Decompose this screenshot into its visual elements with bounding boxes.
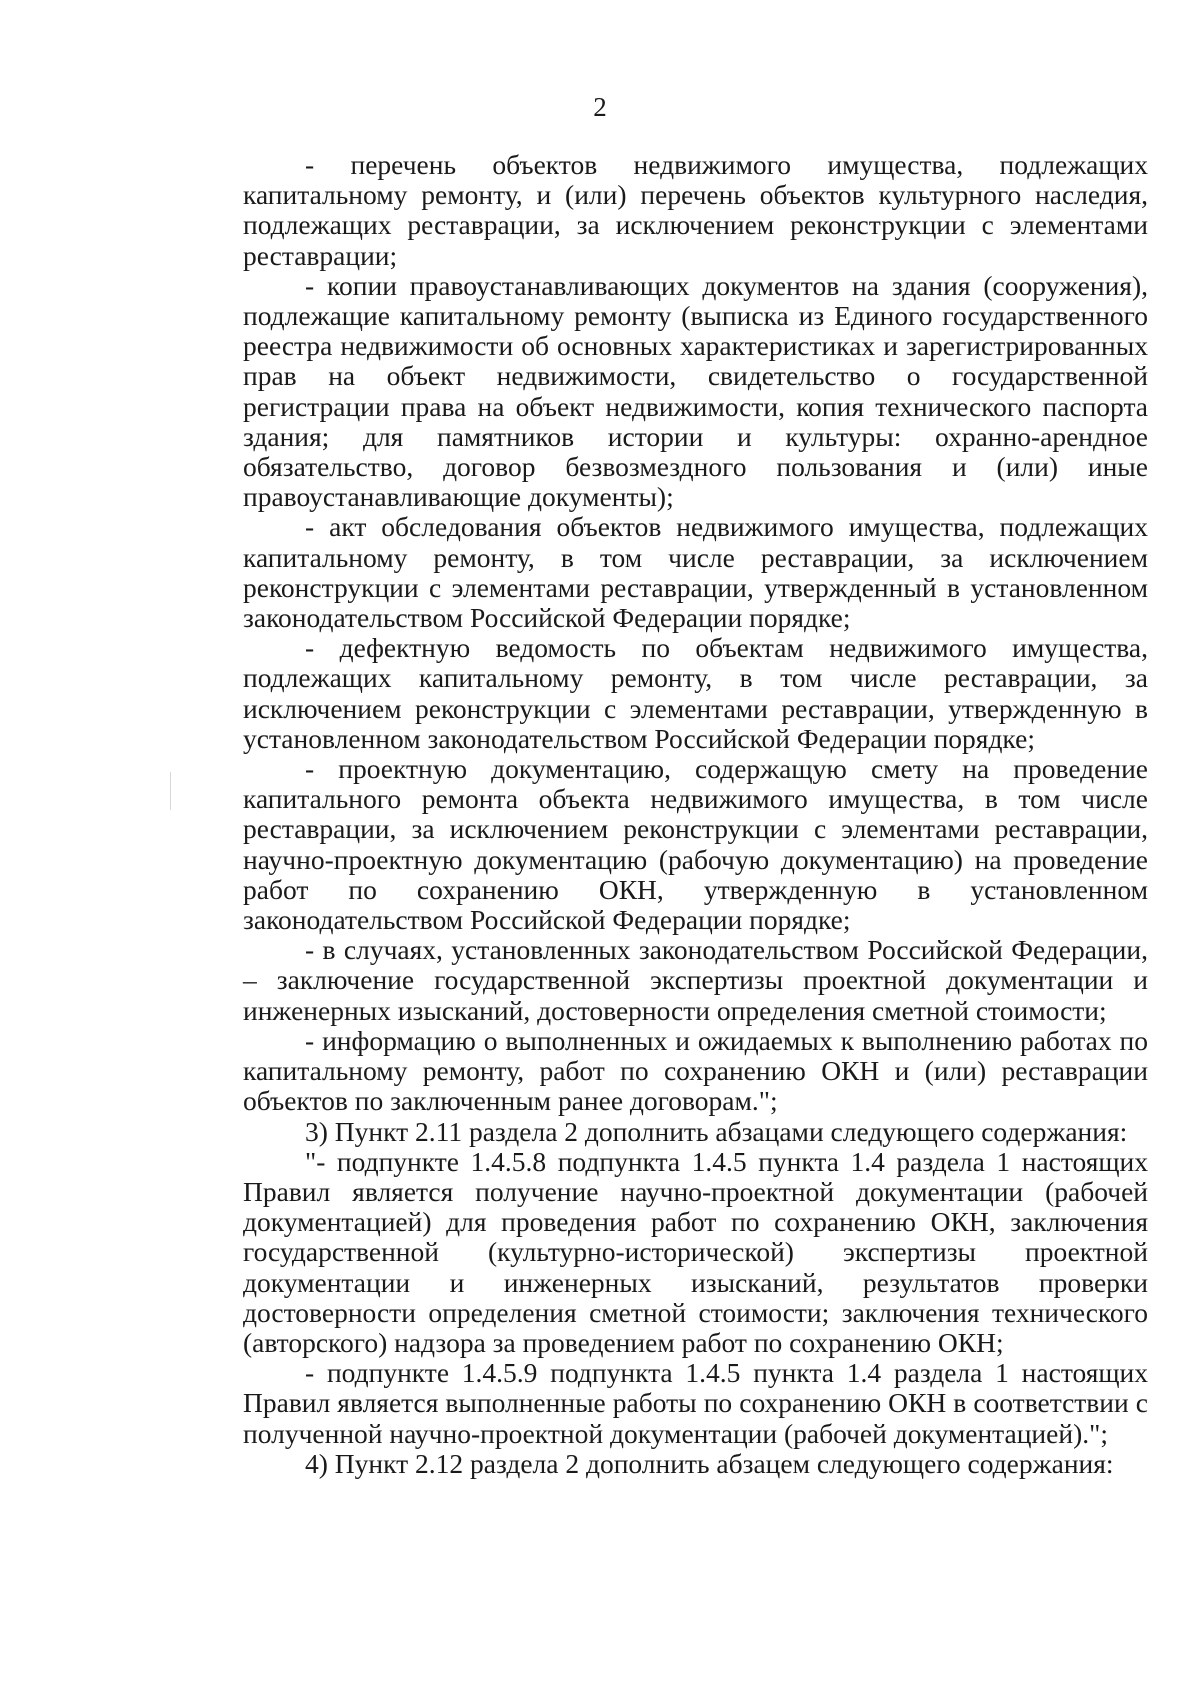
quoted-subitem-1-4-5-9: - подпункте 1.4.5.9 подпункта 1.4.5 пункта 1.4 раздела 1 настоящих Правил является выполненные работы по сохранению ОКН в соответствии с полученной научно-проектной документации (рабочей документацией)."; <box>243 1357 1148 1449</box>
list-item-inspection-act: - акт обследования объектов недвижимого имущества, подлежащих капитальному ремонту, в том числе реставрации, за исключением реконструкции с элементами реставрации, утвержденный в установленном законодательством Российской Федерации порядке; <box>243 511 1148 634</box>
quoted-subitem-1-4-5-8: "- подпункте 1.4.5.8 подпункта 1.4.5 пункта 1.4 раздела 1 настоящих Правил является получение научно-проектной документации (рабочей документацией) для проведения работ по сохранению ОКН, заключения государственной (культурно-исторической) экспертизы проектной документации и инженерных изысканий, результатов проверки достоверности определения сметной стоимости; заключения технического (авторского) надзора за проведением работ по сохранению ОКН; <box>243 1145 1148 1358</box>
list-item-title-documents: - копии правоустанавливающих документов на здания (сооружения), подлежащие капитальному ремонту (выписка из Единого государственного реестра недвижимости об основных характеристиках и зарегистрированных прав на объект недвижимости, свидетельство о государственной регистрации права на объект недвижимости, копия технического паспорта здания; для памятников истории и культуры: охранно-арендное обязательство, договор безвозмездного пользования и (или) иные правоустанавливающие документы); <box>243 269 1148 513</box>
document-body <box>243 150 1148 1479</box>
amendment-item-3: 3) Пункт 2.11 раздела 2 дополнить абзацами следующего содержания: <box>305 1115 1128 1147</box>
page-number: 2 <box>593 92 607 122</box>
amendment-item-4: 4) Пункт 2.12 раздела 2 дополнить абзацем следующего содержания: <box>305 1447 1114 1479</box>
list-item-state-expertise: - в случаях, установленных законодательством Российской Федерации, – заключение государственной экспертизы проектной документации и инженерных изысканий, достоверности определения сметной стоимости; <box>243 934 1148 1026</box>
list-item-defect-statement: - дефектную ведомость по объектам недвижимого имущества, подлежащих капитальному ремонту, в том числе реставрации, за исключением реконструкции с элементами реставрации, утвержденную в установленном законодательством Российской Федерации порядке; <box>243 632 1148 754</box>
list-item-works-information: - информацию о выполненных и ожидаемых к выполнению работах по капитальному ремонту, работ по сохранению ОКН и (или) реставрации объектов по заключенным ранее договорам."; <box>243 1024 1148 1117</box>
list-item-object-list: - перечень объектов недвижимого имущества, подлежащих капитальному ремонту, и (или) перечень объектов культурного наследия, подлежащих реставрации, за исключением реконструкции с элементами реставрации; <box>243 149 1148 271</box>
list-item-project-documentation: - проектную документацию, содержащую смету на проведение капитального ремонта объекта недвижимого имущества, в том числе реставрации, за исключением реконструкции с элементами реставрации, научно-проектную документацию (рабочую документацию) на проведение работ по сохранению ОКН, утвержденную в установленном законодательством Российской Федерации порядке; <box>243 753 1148 936</box>
scan-margin-mark <box>170 772 171 810</box>
